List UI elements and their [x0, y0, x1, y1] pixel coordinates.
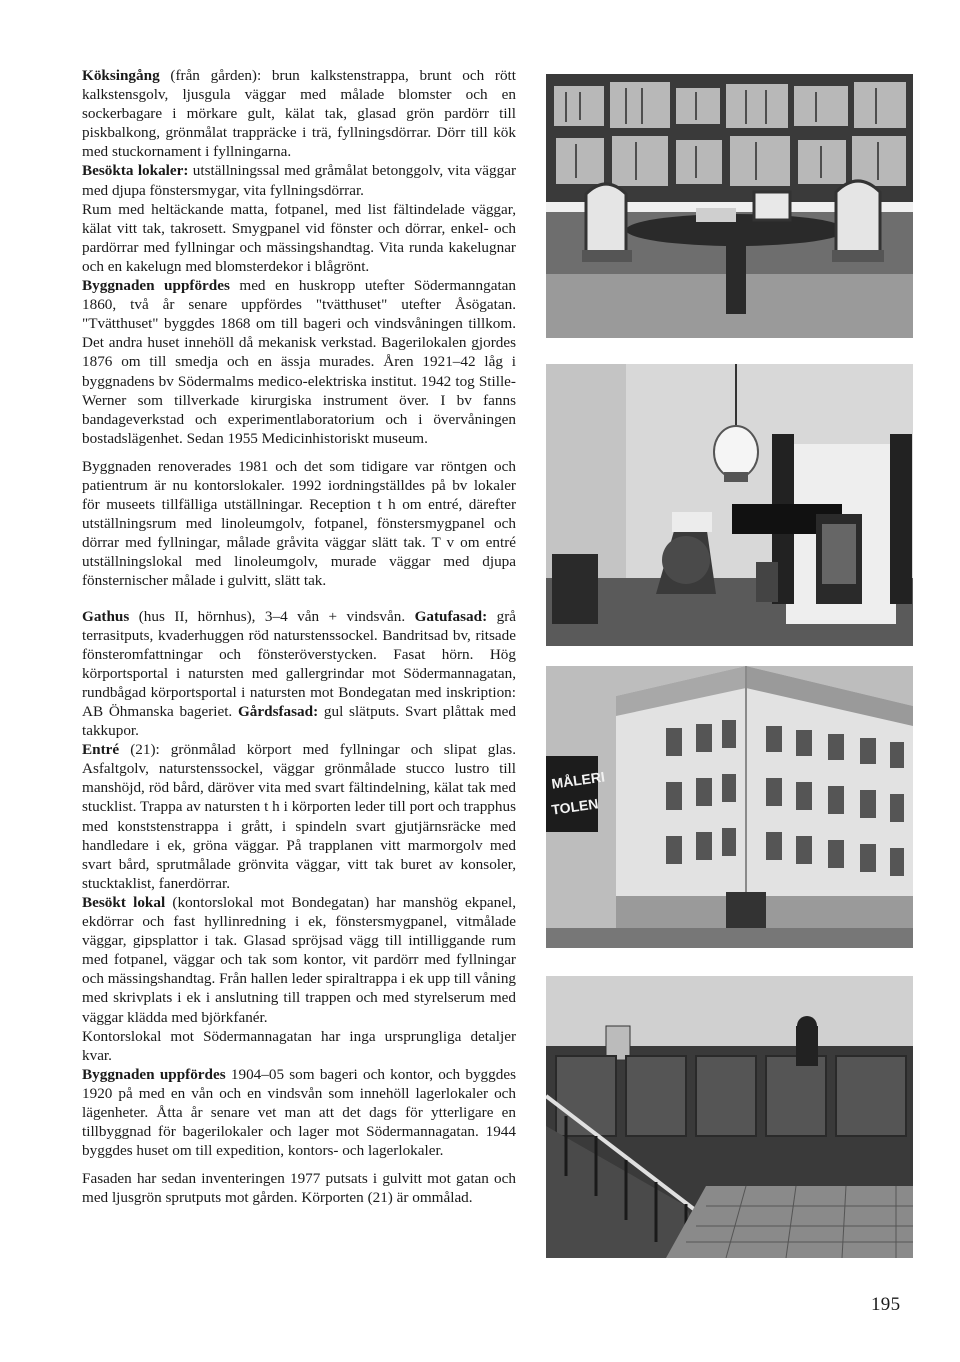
bold-heading: Gårdsfasad: — [237, 703, 319, 720]
dental-room-photo — [546, 364, 913, 646]
paragraph-text: Kontorslokal mot Södermannagatan har inga ursprungliga detaljer kvar. — [82, 1027, 516, 1064]
paragraph-text: (21): grönmålad körport med fyllningar och slipat glas. Asfaltgolv, naturstenssockel, väggar grönmålade stucco lustro till manshöjd, röd bård, däröver vita med svart fältindelning, kälat tak med stucklist. Trappa av natursten t h i körporten leder till port och trapphus med konststenstrappa i grått, i spindeln svart gjutjärnsräcke med handledare i ek, gröna väggar. På trapplanen vitt marmorgolv med svart bård, sprutmålade grönvita väggar, vitt tak buret av konsoler, stucktaklist, fanerdörrar. — [82, 741, 516, 892]
bold-heading: Besökt lokal — [82, 893, 166, 911]
bold-heading: Gatufasad: — [414, 607, 488, 625]
exhibition-room-photo — [546, 74, 913, 338]
paragraph — [82, 161, 516, 199]
paragraph — [82, 66, 516, 161]
bold-heading: Byggnaden uppfördes — [82, 277, 230, 295]
paragraph-text: 1904–05 som bageri och kontor, och byggdes 1920 på med en vån och en vindsvån som innehöll lagerlokaler och lägenheter. Åtta år senare vet man att det dags för ytterligare en tillbyggnad för bagerilokaler och lager mot Södermannagatan. 1944 byggdes huset om till expedition, kontors- och lagerlokaler. — [82, 1065, 516, 1160]
paragraph — [82, 1065, 516, 1160]
paragraph-text: Rum med heltäckande matta, fotpanel, med list fältindelade väggar, kälat vitt tak, takrosett. Smygpanel vid fönster och dörrar, enkel- och pardörrar med fyllningar och mässingshandtag. Vita runda kakelugnar och en kakelugn med blomsterdekor i blågrönt. — [82, 200, 516, 275]
paragraph-text: gul slätputs. Svart plåttak med takkupor. — [82, 703, 516, 740]
paragraph-text: (kontorslokal mot Bondegatan) har manshög ekpanel, ekdörrar och fast hyllinredning i ek, fönstersmygpanel, vitmålade väggar, gipsplattor i tak. Glasad spröjsad vägg till intilliggande rum med fotpanel, väggar och tak som kontor, vit pardörr med fyllningar och mässingshandtag. Från hallen leder spiraltrappa i ek upp till våning med skrivplats i ek i anslutning till trappen och med styrelserum med väggar klädda med björkfanér. — [82, 893, 517, 1026]
paragraph — [82, 740, 516, 893]
paragraph-text: (hus II, hörnhus), 3–4 vån + vindsvån. — [129, 607, 415, 625]
bold-heading: Entré — [82, 741, 120, 759]
page-number: 195 — [871, 1294, 901, 1315]
paragraph — [82, 607, 516, 741]
paragraph — [82, 893, 516, 1027]
bold-heading: Byggnaden uppfördes — [82, 1065, 226, 1083]
bold-heading: Gathus — [82, 607, 130, 625]
paragraph — [82, 276, 516, 448]
bold-heading: Besökta lokaler: — [82, 162, 189, 180]
oak-stair-photo — [546, 976, 913, 1258]
sign-text-line-2: TOLEN — [550, 795, 600, 818]
paragraph — [82, 1169, 516, 1207]
paragraph-text: grå terrasitputs, kvaderhuggen röd naturstenssockel. Bandritsad bv, ritsade fönsteromfattningar och fönsteröverstycken. Fasat hörn. Hög körportsportal i natursten med gallergrindar mot Södermannagatan, rundbågad körportsportal i natursten mot Bondegatan med inskription: AB Öhmanska bageriet. — [82, 607, 516, 720]
corner-building-photo — [546, 666, 913, 948]
paragraph-text: Fasaden har sedan inventeringen 1977 putsats i gulvitt mot gatan och med ljusgrön sprutputs mot gården. Körporten (21) är ommålad. — [82, 1170, 516, 1207]
paragraph-text: med en huskropp utefter Södermanngatan 1860, två år senare uppfördes "tvätthuset" utefter Åsögatan. "Tvätthuset" byggdes 1868 om till bageri och vindsvåningen tillkom. Det andra huset innehöll då mekanisk verkstad. Bagerilokalen gjordes 1876 om till smedja och en ässja murades. Åren 1921–42 låg i byggnadens bv Södermalms medico-elektriska institut. 1942 tog Stille-Werner som tillverkade kirurgiska instrument över. I bv fanns bandageverkstad och experimentlaboratorium och i övervåningen bostadslägenhet. Sedan 1955 Medicinhistoriskt museum. — [82, 277, 516, 447]
text-column — [82, 66, 516, 1207]
paragraph — [82, 457, 516, 591]
bold-heading: Köksingång — [82, 67, 160, 84]
paragraph — [82, 1027, 516, 1065]
paragraph-text: (från gården): brun kalkstenstrappa, brunt och rött kalkstensgolv, ljusgula väggar med målade blomster och en sockerbagare i mörkare gult, kälat tak, glasad grön pardörr till piskbalkong, grönmålat trappräcke i trä, fyllningsdörrar. Dörr till kök med stuckornament i fyllningarna. — [82, 67, 516, 161]
paragraph — [82, 200, 516, 276]
sign-text-line-1: MÅLERI — [550, 768, 606, 792]
paragraph-text: utställningssal med gråmålat betonggolv, vita väggar med djupa fönstersmygar, vita fyllningsdörrar. — [82, 162, 517, 199]
paragraph-text: Byggnaden renoverades 1981 och det som tidigare var röntgen och patientrum är nu kontorslokaler. 1992 iordningställdes på bv lokaler för museets tillfälliga utställningar. Reception t h om entré, därefter utställningsrum med linoleumgolv, fotpanel, fönstersmygpanel och dörrar med fyllningar, målade gråvita väggar slätt tak. T v om entré utställningslokal med linoleumgolv, murade väggar med djupa fönsternischer målade i gulvitt, slätt tak. — [82, 457, 516, 590]
